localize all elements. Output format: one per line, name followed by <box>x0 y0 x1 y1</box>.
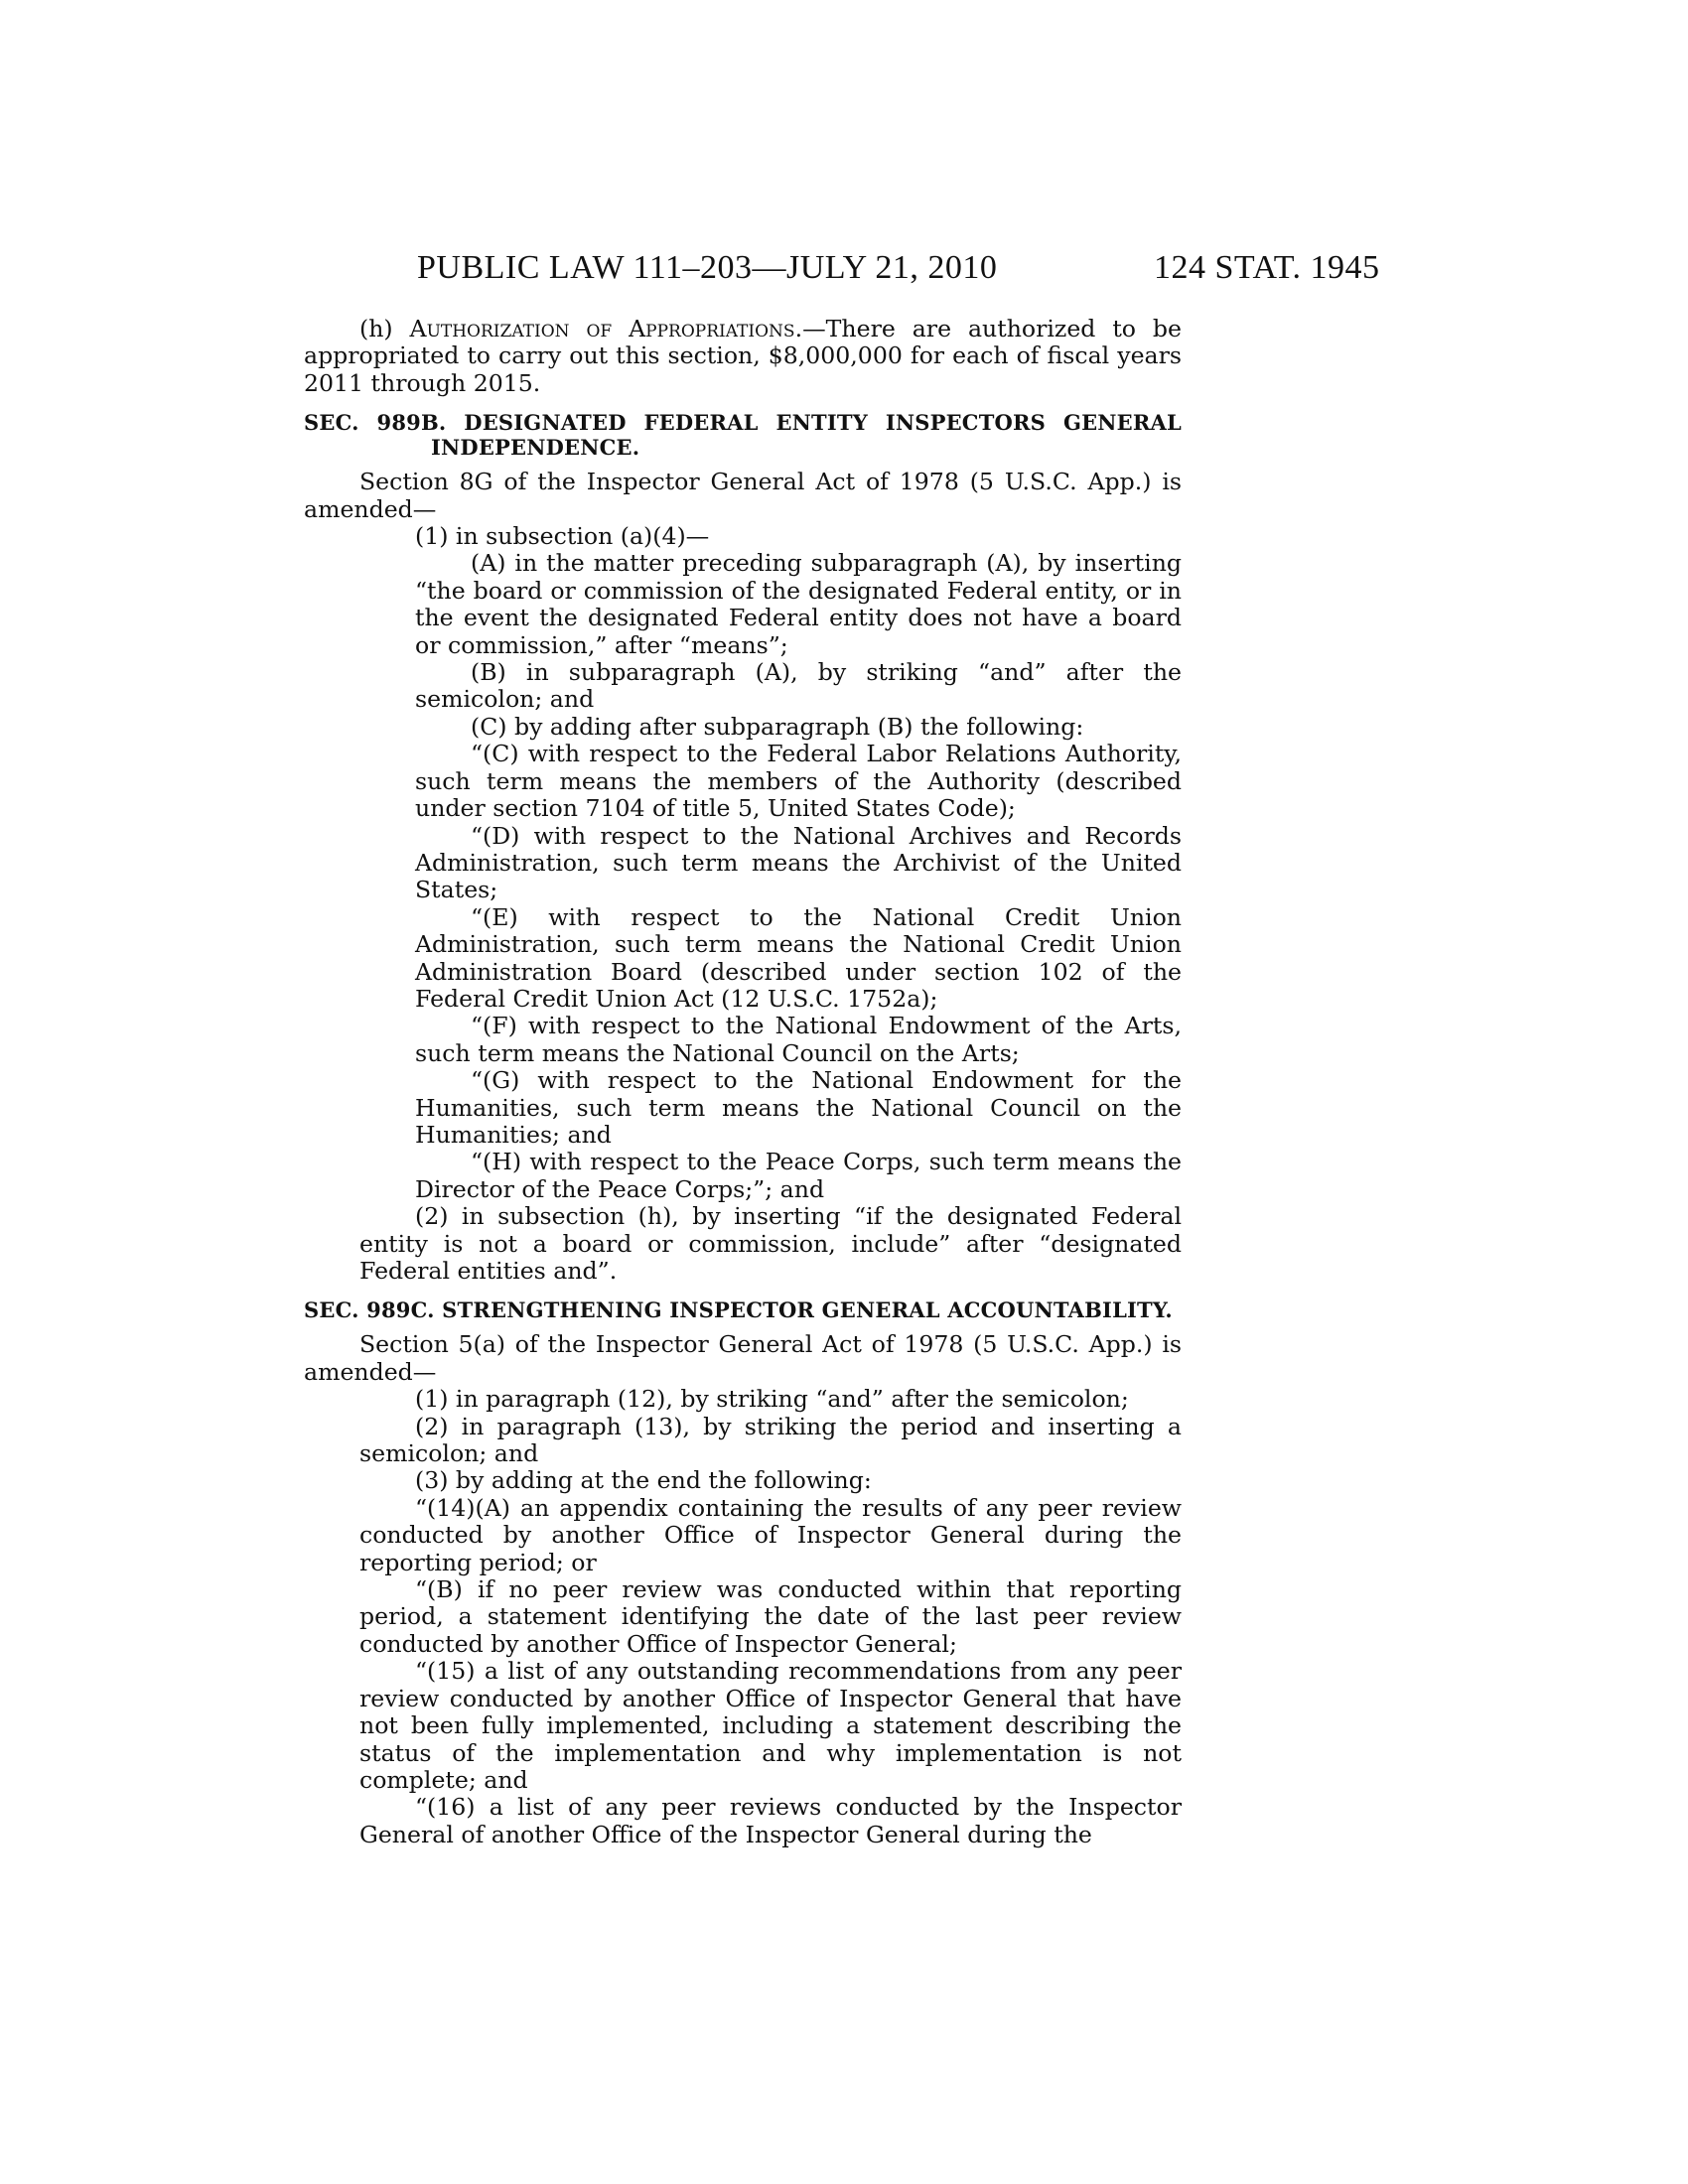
quoted-paragraph-14-a: “(14)(A) an appendix containing the results of any peer review conducted by another Office of Inspector General during the reporting period; or <box>359 1493 1182 1576</box>
quoted-paragraph-16: “(16) a list of any peer reviews conducted by the Inspector General of another Office of the Inspector General during the <box>359 1793 1182 1848</box>
subsection-h-text: .—There are authorized to be appropriated to carry out this section, $8,000,000 for each of fiscal years 2011 through 2015. <box>304 315 1182 397</box>
paragraph-989b-2: (2) in subsection (h), by inserting “if the designated Federal entity is not a board or commission, include” after “designated Federal entities and”. <box>359 1202 1182 1285</box>
quoted-subparagraph-g: “(G) with respect to the National Endowment for the Humanities, such term means the National Council on the Humanities; and <box>415 1066 1182 1149</box>
section-989b-heading: SEC. 989B. DESIGNATED FEDERAL ENTITY INSPECTORS GENERAL INDEPENDENCE. <box>304 410 1182 461</box>
quoted-paragraph-15: “(15) a list of any outstanding recommendations from any peer review conducted by another Office of Inspector General that have not been fully implemented, including a statement describing the status of the implementation and why implementation is not complete; and <box>359 1657 1182 1794</box>
quoted-subparagraph-d: “(D) with respect to the National Archives and Records Administration, such term means the Archivist of the United States; <box>415 821 1182 904</box>
quoted-subparagraph-e: “(E) with respect to the National Credit Union Administration, such term means the National Credit Union Administration Board (described under section 102 of the Federal Credit Union Act (12 U.S.C. 1752a); <box>415 902 1182 1013</box>
subparagraph-989b-1-c: (C) by adding after subparagraph (B) the following: <box>471 712 1084 741</box>
section-989b-intro: Section 8G of the Inspector General Act of 1978 (5 U.S.C. App.) is amended— <box>304 468 1182 523</box>
subsection-h-heading: Authorization of Appropriations <box>409 315 795 342</box>
subsection-h-label: (h) <box>359 315 410 342</box>
paragraph-989c-3: (3) by adding at the end the following: <box>415 1466 872 1495</box>
running-head-stat-page: 124 STAT. 1945 <box>1154 249 1380 286</box>
statute-body <box>304 316 1182 1848</box>
running-head-public-law: PUBLIC LAW 111–203—JULY 21, 2010 <box>417 249 998 286</box>
section-989c-heading: SEC. 989C. STRENGTHENING INSPECTOR GENERAL ACCOUNTABILITY. <box>304 1297 1173 1323</box>
quoted-paragraph-14-b: “(B) if no peer review was conducted within that reporting period, a statement identifying the date of the last peer review conducted by another Office of Inspector General; <box>359 1575 1182 1658</box>
quoted-subparagraph-f: “(F) with respect to the National Endowment of the Arts, such term means the National Council on the Arts; <box>415 1012 1182 1067</box>
subparagraph-989b-1-a: (A) in the matter preceding subparagraph (A), by inserting “the board or commission of the designated Federal entity, or in the event the designated Federal entity does not have a board or commission,” after “means”; <box>415 549 1182 659</box>
paragraph-989c-1: (1) in paragraph (12), by striking “and” after the semicolon; <box>415 1385 1129 1414</box>
paragraph-989c-2: (2) in paragraph (13), by striking the period and inserting a semicolon; and <box>359 1412 1182 1468</box>
quoted-subparagraph-c: “(C) with respect to the Federal Labor Relations Authority, such term means the members of the Authority (described under section 7104 of title 5, United States Code); <box>415 740 1182 823</box>
quoted-subparagraph-h: “(H) with respect to the Peace Corps, such term means the Director of the Peace Corps;”; and <box>415 1148 1182 1203</box>
subparagraph-989b-1-b: (B) in subparagraph (A), by striking “and” after the semicolon; and <box>415 658 1182 714</box>
paragraph-989b-1: (1) in subsection (a)(4)— <box>415 522 710 551</box>
subsection-h <box>304 316 1182 397</box>
section-989c-intro: Section 5(a) of the Inspector General Act of 1978 (5 U.S.C. App.) is amended— <box>304 1330 1182 1386</box>
